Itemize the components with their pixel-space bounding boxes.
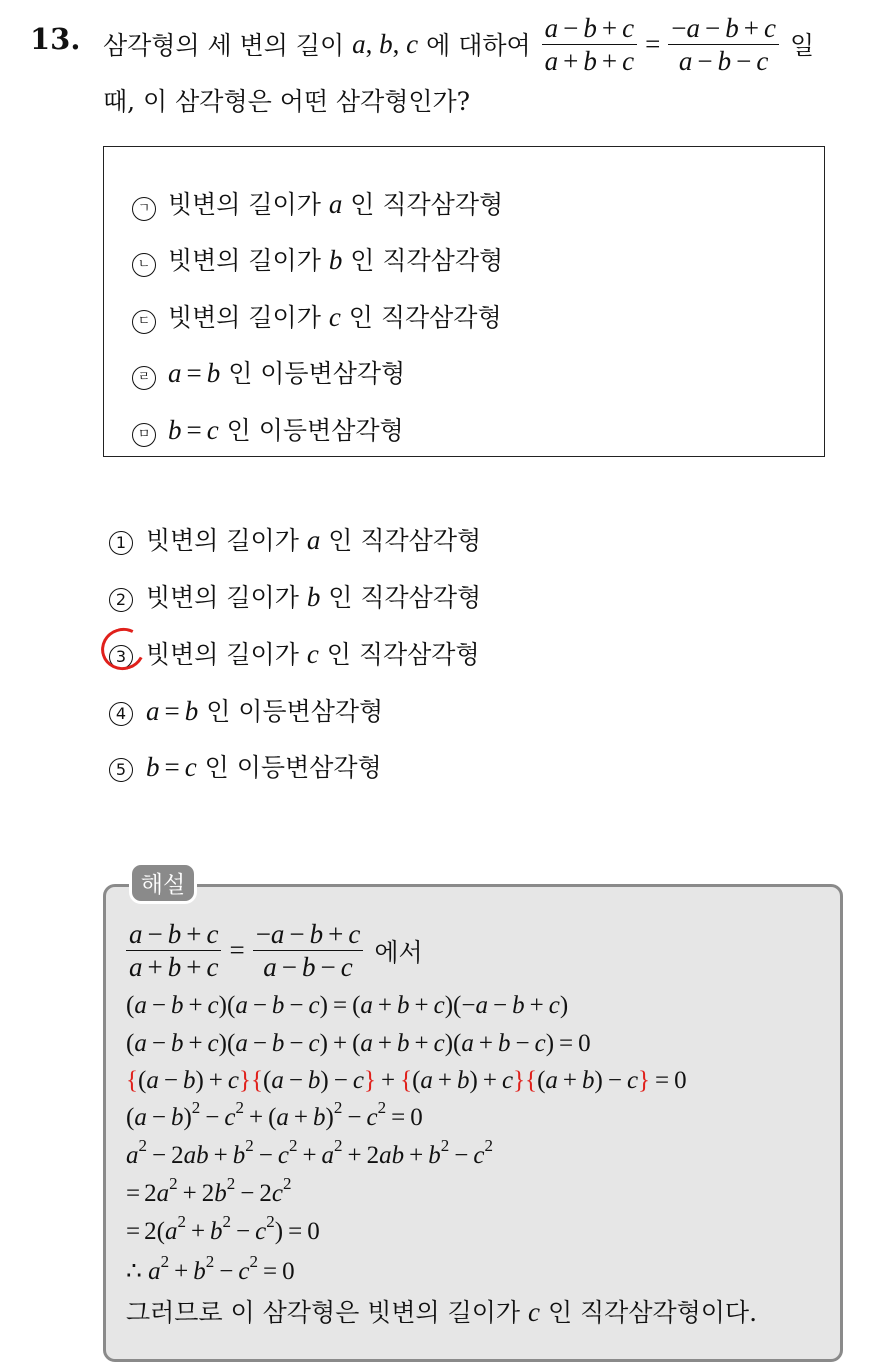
- choice-4[interactable]: 4 a = b 인 이등변삼각형: [109, 692, 383, 728]
- condition-mark: ㄱ: [132, 197, 156, 221]
- condition-mark: ㄴ: [132, 253, 156, 277]
- var-c: c: [406, 28, 419, 59]
- solution-line-2: (a − b + c)(a − b − c) = (a + b + c)(−a − b + c): [126, 992, 569, 1019]
- choice-number: 2: [109, 588, 133, 612]
- var-a: a: [352, 28, 366, 59]
- condition-item: ㄴ 빗변의 길이가 b 인 직각삼각형: [132, 241, 503, 277]
- condition-item: ㄷ 빗변의 길이가 c 인 직각삼각형: [132, 298, 502, 334]
- choice-number: 5: [109, 758, 133, 782]
- choice-5[interactable]: 5 b = c 인 이등변삼각형: [109, 748, 382, 784]
- choice-2[interactable]: 2 빗변의 길이가 b 인 직각삼각형: [109, 578, 481, 614]
- question-fraction-left: $\frac{a - b + c}{a + b + c}$: [542, 12, 637, 77]
- stem-text-3: 일: [789, 31, 815, 60]
- solution-conclusion: 그러므로 이 삼각형은 빗변의 길이가 c 인 직각삼각형이다.: [126, 1297, 758, 1327]
- solution-line-8: = $2(a^2 + b^2 - c^2) = 0$: [126, 1212, 320, 1245]
- choice-number: 3: [109, 645, 133, 669]
- choice-number: 4: [109, 702, 133, 726]
- question-fraction-right: $\frac{-a - b + c}{a - b - c}$: [668, 12, 779, 77]
- solution-line-9: ∴ $a^2 + b^2 - c^2 = 0$: [126, 1252, 295, 1285]
- solution-tab-label: 해설: [129, 862, 197, 904]
- condition-item: ㅁ b = c 인 이등변삼각형: [132, 411, 404, 447]
- question-stem-line2: 때, 이 삼각형은 어떤 삼각형인가?: [103, 87, 471, 116]
- stem-text-2: 에 대하여: [426, 31, 531, 60]
- solution-line1-suffix: 에서: [374, 937, 423, 967]
- choice-number: 1: [109, 531, 133, 555]
- solution-line-5: $(a - b)^2 - c^2 + (a + b)^2 - c^2 = 0$: [126, 1098, 423, 1131]
- condition-mark: ㅁ: [132, 423, 156, 447]
- condition-item: ㄱ 빗변의 길이가 a 인 직각삼각형: [132, 185, 503, 221]
- solution-line-3: (a − b + c)(a − b − c) + (a + b + c)(a + b − c) = 0: [126, 1030, 591, 1057]
- condition-mark: ㄹ: [132, 366, 156, 390]
- solution-line-6: $a^2 - 2ab + b^2 - c^2 + a^2 + 2ab + b^2 - c^2$: [126, 1136, 493, 1169]
- solution-line-1: $\frac{a - b + c}{a + b + c}$ = $\frac{-a - b + c}{a - b - c}$ 에서: [126, 918, 423, 983]
- condition-item: ㄹ a = b 인 이등변삼각형: [132, 354, 405, 390]
- question-stem-line1: 삼각형의 세 변의 길이 a , b , c 에 대하여 $\frac{a - b + c}{a + b + c}$ = $\frac{-a - b + c}{a - b - c}$ 일: [103, 12, 815, 76]
- solution-line-4: {(a − b) + c}{(a − b) − c} + {(a + b) + c}{(a + b) − c} = 0: [126, 1067, 687, 1094]
- choice-1[interactable]: 1 빗변의 길이가 a 인 직각삼각형: [109, 521, 481, 557]
- question-number: 13.: [30, 22, 81, 56]
- stem-text-1: 삼각형의 세 변의 길이: [103, 31, 345, 60]
- choice-3[interactable]: 3 빗변의 길이가 c 인 직각삼각형: [109, 635, 480, 671]
- condition-mark: ㄷ: [132, 310, 156, 334]
- solution-line-7: = $2a^2 + 2b^2 - 2c^2$: [126, 1174, 292, 1207]
- condition-box: [103, 146, 825, 457]
- var-b: b: [379, 28, 393, 59]
